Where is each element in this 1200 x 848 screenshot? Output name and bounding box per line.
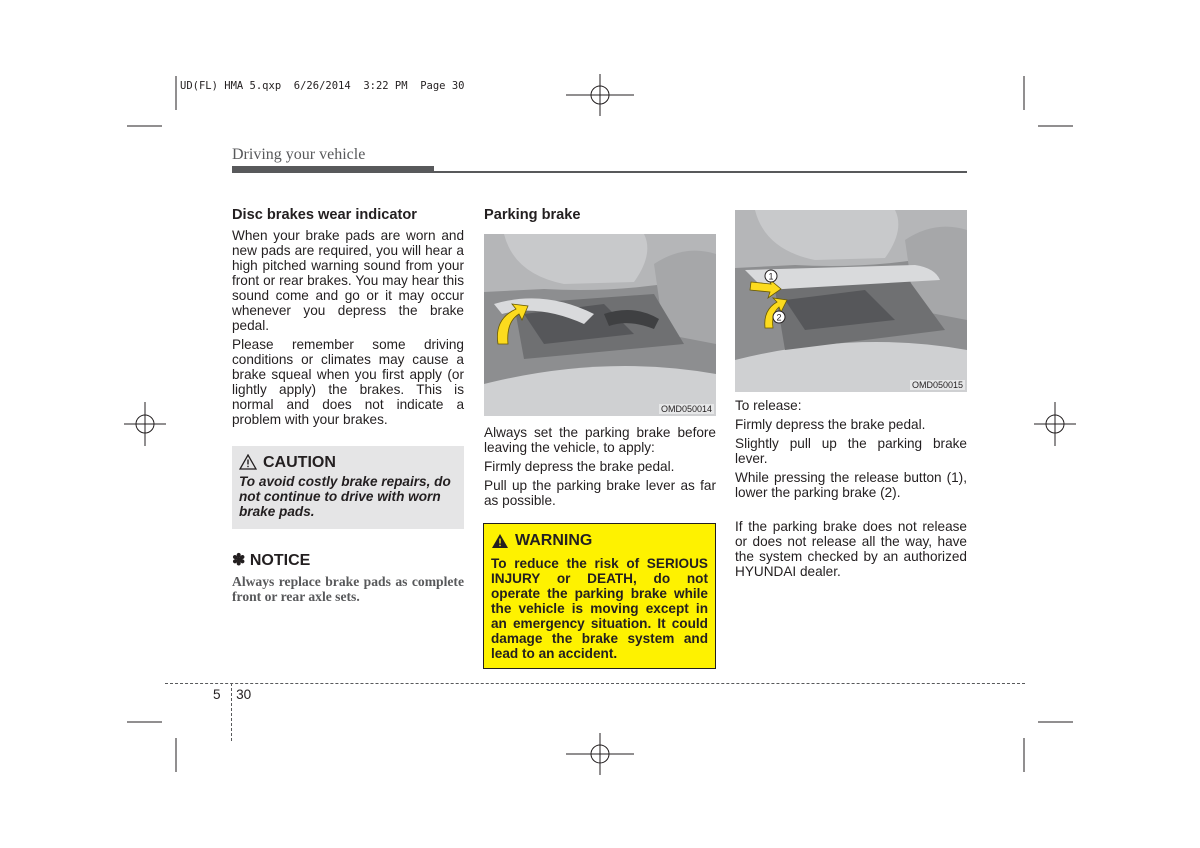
release-step-1: Firmly depress the brake pedal.	[735, 417, 926, 432]
warning-header	[491, 532, 708, 550]
release-note: If the parking brake does not release or does not release all the way, have the system checked by an authorized HYUNDAI dealer.	[735, 519, 967, 579]
caution-title: CAUTION	[263, 453, 336, 471]
figure-code-release: OMD050015	[911, 380, 963, 390]
disc-brakes-paragraph-1: When your brake pads are worn and new pads are required, you will hear a high pitched warning sound from your front or rear brakes. You may hear this sound come and go or it may occur whenever you depress the brake pedal.	[232, 228, 464, 333]
warning-title: WARNING	[515, 532, 593, 549]
chapter-number: 5	[213, 687, 221, 702]
page-number	[213, 687, 251, 702]
release-step-2: Slightly pull up the parking brake lever.	[735, 436, 967, 466]
print-slug: UD(FL) HMA 5.qxp 6/26/2014 3:22 PM Page 30	[180, 80, 465, 92]
release-step-3: While pressing the release button (1), lower the parking brake (2).	[735, 470, 967, 500]
warning-text: To reduce the risk of SERIOUS INJURY or DEATH, do not operate the parking brake while the vehicle is moving except in an emergency situation. It could damage the brake system and lead to an accident.	[491, 556, 708, 661]
apply-step-1: Firmly depress the brake pedal.	[484, 459, 675, 474]
caution-text: To avoid costly brake repairs, do not continue to drive with worn brake pads.	[239, 474, 451, 519]
section-title: Driving your vehicle	[232, 146, 366, 163]
parking-brake-apply-illustration	[484, 234, 716, 416]
column-3-body	[735, 398, 967, 583]
parking-brake-release-illustration	[735, 210, 967, 392]
notice-title: ✽ NOTICE	[232, 552, 311, 569]
disc-brakes-paragraph-2: Please remember some driving conditions or climates may cause a brake squeal when you first apply (or lightly apply) the brakes. This is normal and does not indicate a problem with your brakes.	[232, 337, 464, 427]
header-rule	[232, 171, 967, 173]
parking-brake-apply-figure	[484, 234, 716, 416]
caution-header	[239, 454, 457, 470]
parking-brake-heading: Parking brake	[484, 207, 581, 223]
apply-intro: Always set the parking brake before leaving the vehicle, to apply:	[484, 425, 716, 455]
warning-box	[483, 523, 716, 669]
column-2-body	[484, 425, 716, 512]
callout-1: 1	[768, 271, 774, 282]
release-intro: To release:	[735, 398, 802, 413]
column-2	[484, 208, 716, 228]
figure-code-apply: OMD050014	[660, 404, 712, 414]
warning-triangle-icon	[491, 533, 509, 549]
notice-text: Always replace brake pads as complete front or rear axle sets.	[232, 574, 464, 604]
caution-box	[232, 446, 464, 529]
callout-2: 2	[776, 312, 782, 323]
notice-block	[232, 553, 464, 604]
disc-brakes-heading: Disc brakes wear indicator	[232, 207, 417, 223]
page-number-value: 30	[236, 687, 252, 702]
column-1	[232, 208, 464, 604]
footer-rule	[165, 683, 1025, 684]
parking-brake-release-figure	[735, 210, 967, 392]
apply-step-2: Pull up the parking brake lever as far as possible.	[484, 478, 716, 508]
caution-triangle-icon	[239, 454, 257, 470]
